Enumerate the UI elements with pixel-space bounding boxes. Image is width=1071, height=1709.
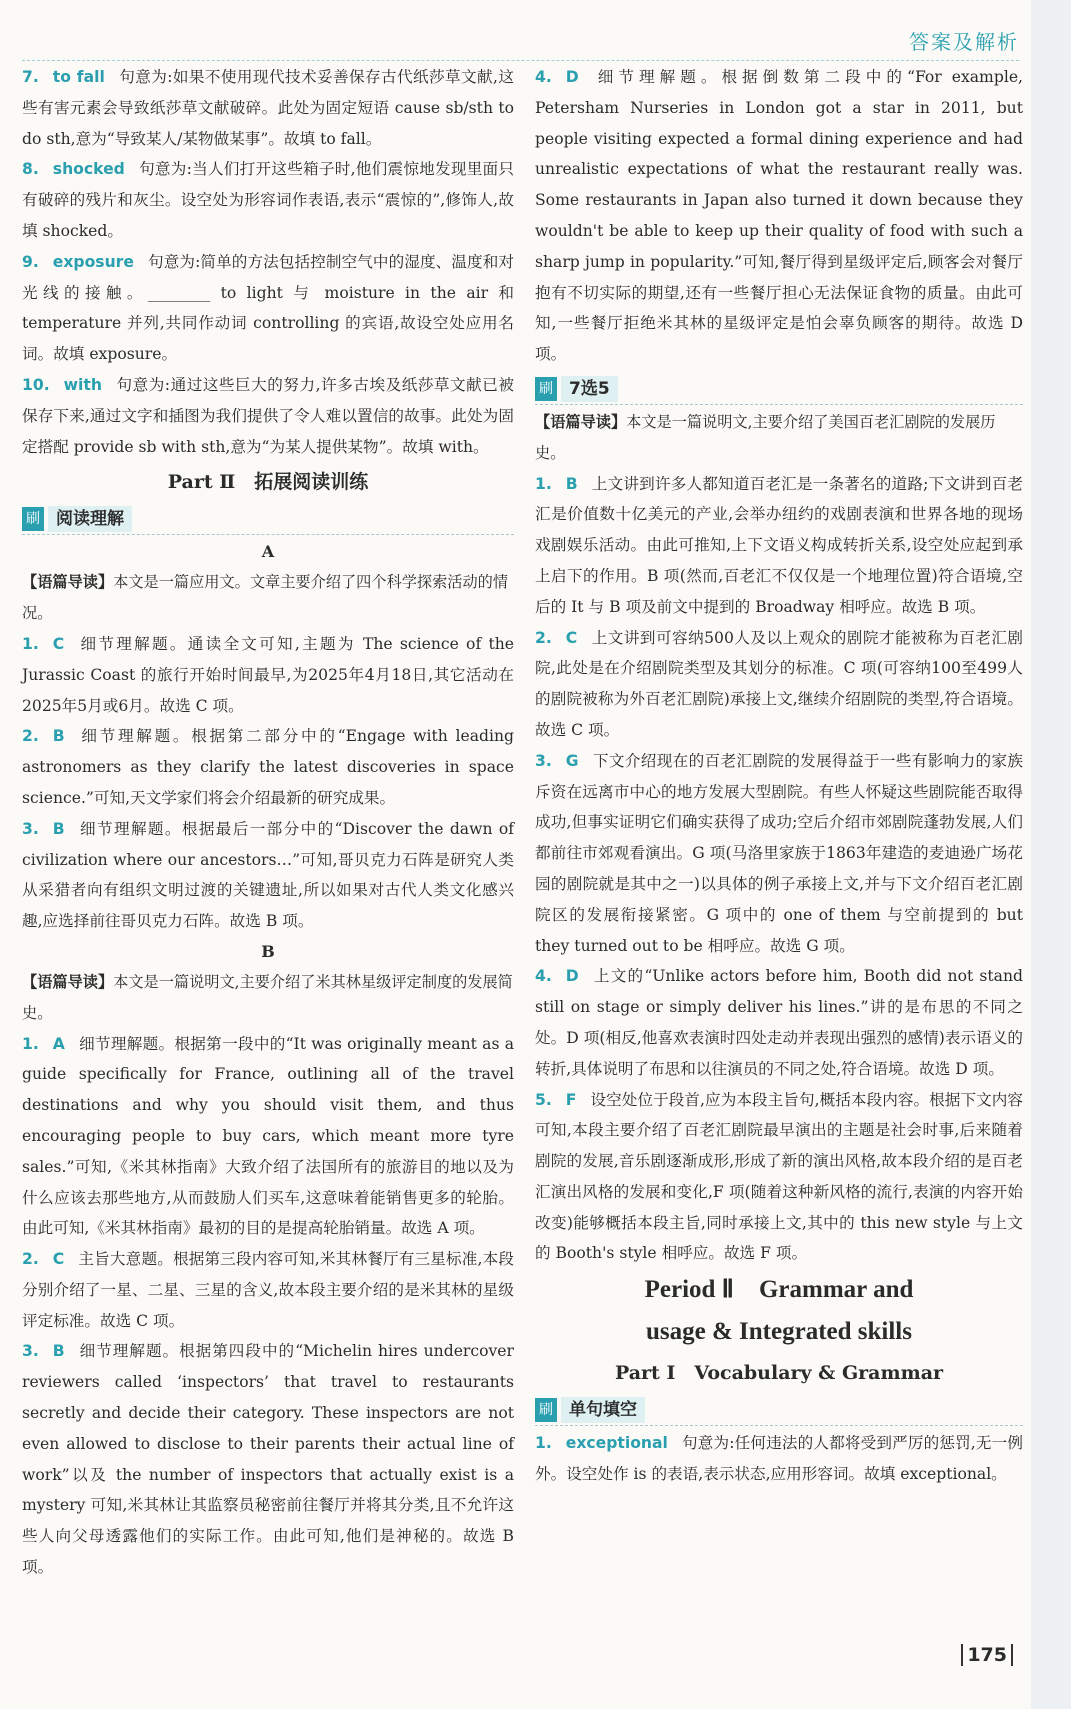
item-number: 4. xyxy=(535,967,552,986)
item-answer: C xyxy=(52,634,65,653)
item-number: 2. xyxy=(22,727,39,746)
left-fill-items xyxy=(22,62,514,462)
answer-item xyxy=(22,154,514,246)
item-answer: exceptional xyxy=(565,1434,668,1453)
item-number: 1. xyxy=(535,1434,552,1453)
item-number: 4. xyxy=(535,68,552,86)
part-title: Part Ⅰ Vocabulary & Grammar xyxy=(614,1362,944,1385)
item-explanation: 句意为:通过这些巨大的努力,许多古埃及纸莎草文献已被保存下来,通过文字和插图为我们提供了令人难以置信的故事。此处为固定搭配 provide sb with sth,意为“为某人提供某物”。故填 with。 xyxy=(22,375,514,456)
answer-item xyxy=(535,1085,1023,1270)
passage-b-intro xyxy=(22,967,514,1029)
item-answer: B xyxy=(52,1342,65,1361)
item-explanation: 细节理解题。根据倒数第二段中的“For example, Petersham Nurseries in London got a star in 2011, but people visiting expected a formal dining experience and had unrealistic expectations of what the restaurant really was. Some restaurants in Japan also turned it down because they wouldn't be able to keep up their quality of food with such a sharp jump in popularity.”可知,餐厅得到星级评定后,顾客会对餐厅抱有不切实际的期望,还有一些餐厅担心无法保证食物的质量。由此可知,一些餐厅拒绝米其林的星级评定是怕会辜负顾客的期待。故选 D 项。 xyxy=(535,68,1023,364)
intro-text: 本文是一篇应用文。文章主要介绍了四个科学探索活动的情况。 xyxy=(22,573,508,623)
section-label: 阅读理解 xyxy=(48,506,132,532)
item-answer: C xyxy=(565,628,578,647)
item-explanation: 句意为:任何违法的人都将受到严厉的惩罚,无一例外。设空处作 is 的表语,表示状态,应用形容词。故填 exceptional。 xyxy=(535,1434,1023,1484)
answer-item xyxy=(535,746,1023,962)
item-number: 3. xyxy=(22,1342,39,1361)
item-answer: with xyxy=(63,375,102,394)
item-explanation: 句意为:如果不使用现代技术妥善保存古代纸莎草文献,这些有害元素会导致纸莎草文献破碎。此处为固定短语 cause sb/sth to do sth,意为“导致某人/某物做某事”。故填 to fall。 xyxy=(22,68,515,148)
item-explanation: 句意为:当人们打开这些箱子时,他们震惊地发现里面只有破碎的残片和灰尘。设空处为形容词作表语,表示“震惊的”,修饰人,故填 shocked。 xyxy=(22,160,514,240)
header-title: 答案及解析 xyxy=(909,30,1019,54)
passage-b-heading: B xyxy=(261,941,275,961)
section-badge: 刷 xyxy=(22,507,44,531)
item-explanation: 设空处位于段首,应为本段主旨句,概括本段内容。根据下文内容可知,本段主要介绍了百老汇剧院最早演出的主题是社会时事,后来随着剧院的发展,音乐剧逐渐成形,形成了新的演出风格,故本段介绍的是百老汇演出风格的发展和变化,F 项(随着这种新风格的流行,表演的内容开始改变)能够概括本段主旨,同时承接上文,其中的 this new style 与上文的 Booth's style 相呼应。故选 F 项。 xyxy=(535,1090,1023,1263)
item-number: 3. xyxy=(535,751,552,770)
fill-in-items xyxy=(535,1428,1023,1490)
item-explanation: 细节理解题。根据第四段中的“Michelin hires undercover reviewers called ‘inspectors’ that travel to restaurants secretly and decide their category. These inspectors are not even allowed to disclose to their parents their actual line of work”以及 the number of inspectors that actually exist is a mystery 可知,米其林让其监察员秘密前往餐厅并将其分类,且不允许这些人向父母透露他们的实际工作。由此可知,他们是神秘的。故选 B 项。 xyxy=(22,1342,514,1577)
item-answer: to fall xyxy=(52,68,105,86)
right-continued-items xyxy=(535,62,1023,370)
item-explanation: 细节理解题。根据最后一部分中的“Discover the dawn of civilization where our ancestors…”可知,哥贝克力石阵是研究人类从采猎者向有组织文明过渡的关键遗址,所以如果对古代人类文化感兴趣,应选择前往哥贝克力石阵。故选 B 项。 xyxy=(22,819,514,931)
section-label: 7选5 xyxy=(561,376,618,402)
side-strip xyxy=(1031,0,1071,1709)
item-explanation: 上文的“Unlike actors before him, Booth did not stand still on stage or simply deliver his lines.”讲的是布思的不同之处。D 项(相反,他喜欢表演时四处走动并表现出强烈的感情)表示语义的转折,具体说明了布思和以往演员的不同之处,符合语境。故选 D 项。 xyxy=(535,967,1023,1078)
answer-item xyxy=(22,814,514,937)
item-answer: A xyxy=(52,1034,65,1053)
item-explanation: 上文讲到可容纳500人及以上观众的剧院才能被称为百老汇剧院,此处是在介绍剧院类型及其划分的标准。C 项(可容纳100至499人的剧院被称为外百老汇剧院)承接上文,继续介绍剧院的类型,符合语境。故选 C 项。 xyxy=(535,628,1023,739)
intro-label: 【语篇导读】 xyxy=(535,412,627,431)
item-number: 9. xyxy=(22,252,39,271)
answer-item xyxy=(22,62,514,154)
part-title: Part Ⅱ 拓展阅读训练 xyxy=(167,471,369,494)
item-explanation: 句意为:简单的方法包括控制空气中的湿度、温度和对光线的接触。________ to light 与 moisture in the air 和 temperature 并列,共同作动词 controlling 的宾语,故设空处应用名词。故填 exposure。 xyxy=(22,252,514,364)
answer-item xyxy=(22,370,514,462)
section-badge: 刷 xyxy=(535,1398,557,1422)
item-number: 8. xyxy=(22,160,39,179)
answer-item xyxy=(22,1029,514,1245)
item-number: 1. xyxy=(22,1034,39,1053)
item-answer: C xyxy=(52,1250,65,1269)
answer-item xyxy=(22,629,514,721)
item-number: 5. xyxy=(535,1090,552,1109)
intro-label: 【语篇导读】 xyxy=(22,573,114,592)
period-title-line-1: Period Ⅱ Grammar and xyxy=(644,1276,914,1304)
item-explanation: 细节理解题。根据第一段中的“It was originally meant as a guide specifically for France, outlining all of the travel destinations and why you should visit them, and thus encouraging people to buy cars, which meant more tyre sales.”可知,《米其林指南》大致介绍了法国所有的旅游目的地以及为什么应该去那些地方,从而鼓励人们买车,这意味着能销售更多的轮胎。由此可知,《米其林指南》最初的目的是提高轮胎销量。故选 A 项。 xyxy=(22,1034,514,1238)
item-number: 10. xyxy=(22,375,50,394)
item-number: 1. xyxy=(22,634,39,653)
section-badge: 刷 xyxy=(535,377,557,401)
period-title-line-2: usage & Integrated skills xyxy=(646,1318,912,1346)
left-column xyxy=(22,62,514,1583)
intro-text: 本文是一篇说明文,主要介绍了米其林星级评定制度的发展简史。 xyxy=(22,972,513,1022)
item-explanation: 下文介绍现在的百老汇剧院的发展得益于一些有影响力的家族斥资在远离市中心的地方发展大型剧院。有些人怀疑这些剧院能否取得成功,但事实证明它们确实获得了成功;空后介绍市郊剧院蓬勃发展,人们都前往市郊观看演出。G 项(马洛里家族于1863年建造的麦迪逊广场花园的剧院就是其中之一)以具体的例子承接上文,并与下文介绍百老汇剧院区的发展衔接紧密。G 项中的 one of them 与空前提到的 but they turned out to be 相呼应。故选 G 项。 xyxy=(535,751,1023,955)
answer-item xyxy=(22,1336,514,1582)
section-seven-choose-five xyxy=(535,374,1023,405)
section-label: 单句填空 xyxy=(561,1397,645,1423)
item-answer: B xyxy=(52,819,65,838)
answer-item xyxy=(22,721,514,813)
item-answer: D xyxy=(565,68,579,86)
right-column xyxy=(535,62,1023,1490)
seven-five-items xyxy=(535,469,1023,1270)
section-reading xyxy=(22,504,514,535)
passage-a-items xyxy=(22,629,514,937)
section-fill-in xyxy=(535,1395,1023,1426)
answer-item xyxy=(535,1428,1023,1490)
answer-item xyxy=(22,247,514,370)
header-divider xyxy=(22,60,1019,61)
item-number: 7. xyxy=(22,68,39,86)
item-explanation: 细节理解题。根据第二部分中的“Engage with leading astronomers as they clarify the latest discoveries in space science.”可知,天文学家们将会介绍最新的研究成果。 xyxy=(22,727,514,807)
item-answer: B xyxy=(52,727,65,746)
item-number: 3. xyxy=(22,819,39,838)
answer-item xyxy=(535,62,1023,370)
passage-a-heading: A xyxy=(261,542,275,562)
item-answer: G xyxy=(565,751,579,770)
item-answer: F xyxy=(565,1090,577,1109)
item-answer: D xyxy=(565,967,579,986)
answer-item xyxy=(535,469,1023,623)
intro-text: 本文是一篇说明文,主要介绍了美国百老汇剧院的发展历史。 xyxy=(535,412,996,462)
passage-a-intro xyxy=(22,567,514,629)
item-number: 1. xyxy=(535,474,552,493)
answer-item xyxy=(22,1244,514,1336)
item-answer: exposure xyxy=(52,252,134,271)
item-explanation: 主旨大意题。根据第三段内容可知,米其林餐厅有三星标准,本段分别介绍了一星、二星、三星的含义,故本段主要介绍的是米其林的星级评定标准。故选 C 项。 xyxy=(22,1250,514,1330)
item-number: 2. xyxy=(22,1250,39,1269)
answer-item xyxy=(535,623,1023,746)
passage-b-items xyxy=(22,1029,514,1583)
page-number: 175 xyxy=(961,1644,1013,1666)
item-answer: shocked xyxy=(52,160,125,179)
item-number: 2. xyxy=(535,628,552,647)
item-explanation: 细节理解题。通读全文可知,主题为 The science of the Jurassic Coast 的旅行开始时间最早,为2025年4月18日,其它活动在2025年5月或6月。故选 C 项。 xyxy=(22,634,514,715)
answer-item xyxy=(535,961,1023,1084)
intro-label: 【语篇导读】 xyxy=(22,972,114,991)
seven-five-intro xyxy=(535,407,1023,469)
item-answer: B xyxy=(565,474,578,493)
item-explanation: 上文讲到许多人都知道百老汇是一条著名的道路;下文讲到百老汇是价值数十亿美元的产业,会举办纽约的戏剧表演和世界各地的现场戏剧娱乐活动。由此可推知,上下文语义构成转折关系,设空处应起到承上启下的作用。B 项(然而,百老汇不仅仅是一个地理位置)符合语境,空后的 It 与 B 项及前文中提到的 Broadway 相呼应。故选 B 项。 xyxy=(535,474,1023,616)
